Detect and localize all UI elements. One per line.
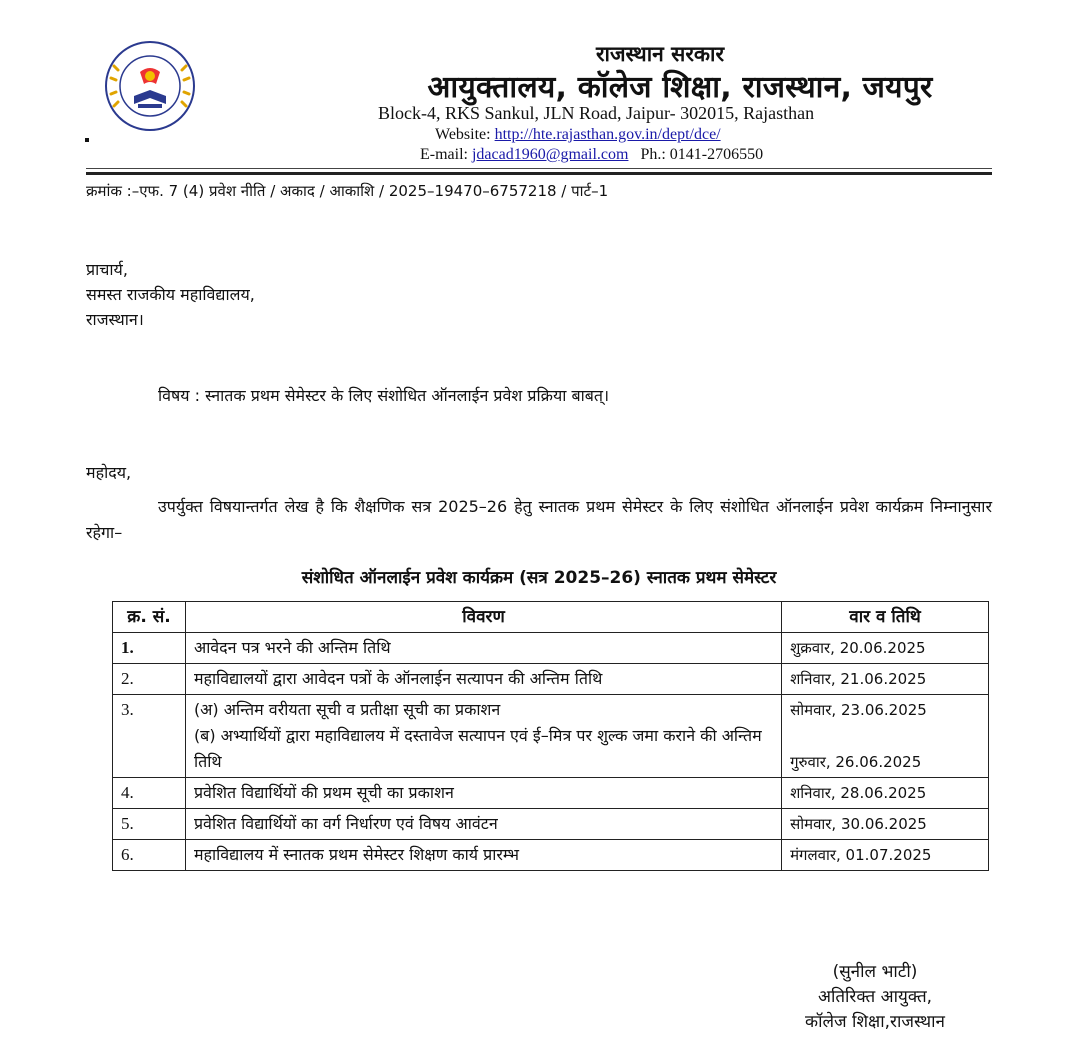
- row-serial: 1.: [113, 633, 186, 664]
- row-description-b: (ब) अभ्यार्थियों द्वारा महाविद्यालय में दस्तावेज सत्यापन एवं ई–मित्र पर शुल्क जमा कराने की अन्तिम तिथि: [193, 726, 762, 771]
- signatory-office: कॉलेज शिक्षा,राजस्थान: [805, 1012, 945, 1032]
- table-row: [113, 809, 989, 840]
- header-day-date: वार व तिथि: [782, 602, 989, 633]
- row-description: महाविद्यालय में स्नातक प्रथम सेमेस्टर शिक्षण कार्य प्रारम्भ: [185, 840, 781, 871]
- row-serial: 2.: [113, 664, 186, 695]
- row-description: महाविद्यालयों द्वारा आवेदन पत्रों के ऑनलाईन सत्यापन की अन्तिम तिथि: [185, 664, 781, 695]
- office-address: Block-4, RKS Sankul, JLN Road, Jaipur- 302015, Rajasthan: [378, 103, 815, 123]
- body-paragraph: [86, 494, 992, 546]
- table-header-row: [113, 602, 989, 633]
- salutation: महोदय,: [86, 463, 132, 482]
- row-date-a: सोमवार, 23.06.2025: [790, 701, 927, 719]
- row-description: [185, 695, 781, 778]
- website-line: [435, 126, 721, 144]
- reference-number: क्रमांक :–एफ. 7 (4) प्रवेश नीति / अकाद / आकाशि / 2025–19470–6757218 / पार्ट–1: [86, 182, 609, 200]
- row-date: शनिवार, 21.06.2025: [782, 664, 989, 695]
- row-date: शुक्रवार, 20.06.2025: [782, 633, 989, 664]
- addressee-line: समस्त राजकीय महाविद्यालय,: [86, 285, 255, 304]
- row-date: [782, 695, 989, 778]
- schedule-table: [112, 601, 989, 871]
- office-name: आयुक्तालय, कॉलेज शिक्षा, राजस्थान, जयपुर: [427, 70, 933, 105]
- header-rule-thin: [86, 168, 992, 169]
- signature-block: [760, 960, 990, 1035]
- table-row: [113, 633, 989, 664]
- contact-line: [420, 146, 763, 164]
- signatory-name: (सुनील भाटी): [832, 962, 918, 982]
- table-row: [113, 695, 989, 778]
- body-text: उपर्युक्त विषयान्तर्गत लेख है कि शैक्षणिक सत्र 2025–26 हेतु स्नातक प्रथम सेमेस्टर के लिए संशोधित ऑनलाईन प्रवेश कार्यक्रम निम्नानुसार रहेगा–: [86, 497, 992, 542]
- email-label: E-mail:: [420, 146, 468, 163]
- row-serial: 3.: [113, 695, 186, 778]
- row-date: शनिवार, 28.06.2025: [782, 778, 989, 809]
- row-date-b: गुरुवार, 26.06.2025: [790, 753, 922, 771]
- row-serial: 5.: [113, 809, 186, 840]
- header-serial: क्र. सं.: [113, 602, 186, 633]
- government-name: राजस्थान सरकार: [595, 42, 725, 66]
- row-description: प्रवेशित विद्यार्थियों का वर्ग निर्धारण एवं विषय आवंटन: [185, 809, 781, 840]
- header-description: विवरण: [185, 602, 781, 633]
- table-row: [113, 840, 989, 871]
- row-description: आवेदन पत्र भरने की अन्तिम तिथि: [185, 633, 781, 664]
- row-description-a: (अ) अन्तिम वरीयता सूची व प्रतीक्षा सूची का प्रकाशन: [193, 700, 501, 719]
- row-date: सोमवार, 30.06.2025: [782, 809, 989, 840]
- margin-dot: [85, 138, 89, 142]
- header-rule-thick: [86, 172, 992, 175]
- addressee-line: राजस्थान।: [86, 310, 144, 329]
- row-description: प्रवेशित विद्यार्थियों की प्रथम सूची का प्रकाशन: [185, 778, 781, 809]
- table-row: [113, 778, 989, 809]
- website-link[interactable]: http://hte.rajasthan.gov.in/dept/dce/: [494, 126, 721, 143]
- addressee-line: प्राचार्य,: [86, 260, 128, 279]
- department-logo: [104, 40, 196, 132]
- schedule-title: संशोधित ऑनलाईन प्रवेश कार्यक्रम (सत्र 2025–26) स्नातक प्रथम सेमेस्टर: [301, 568, 777, 588]
- row-date: मंगलवार, 01.07.2025: [782, 840, 989, 871]
- row-serial: 6.: [113, 840, 186, 871]
- website-label: Website:: [435, 126, 491, 143]
- row-serial: 4.: [113, 778, 186, 809]
- addressee-block: [86, 257, 255, 332]
- subject-line: विषय : स्नातक प्रथम सेमेस्टर के लिए संशोधित ऑनलाईन प्रवेश प्रक्रिया बाबत्।: [158, 386, 610, 405]
- email-link[interactable]: jdacad1960@gmail.com: [471, 146, 629, 163]
- table-row: [113, 664, 989, 695]
- signatory-designation: अतिरिक्त आयुक्त,: [817, 987, 933, 1007]
- phone-number: Ph.: 0141-2706550: [640, 146, 764, 163]
